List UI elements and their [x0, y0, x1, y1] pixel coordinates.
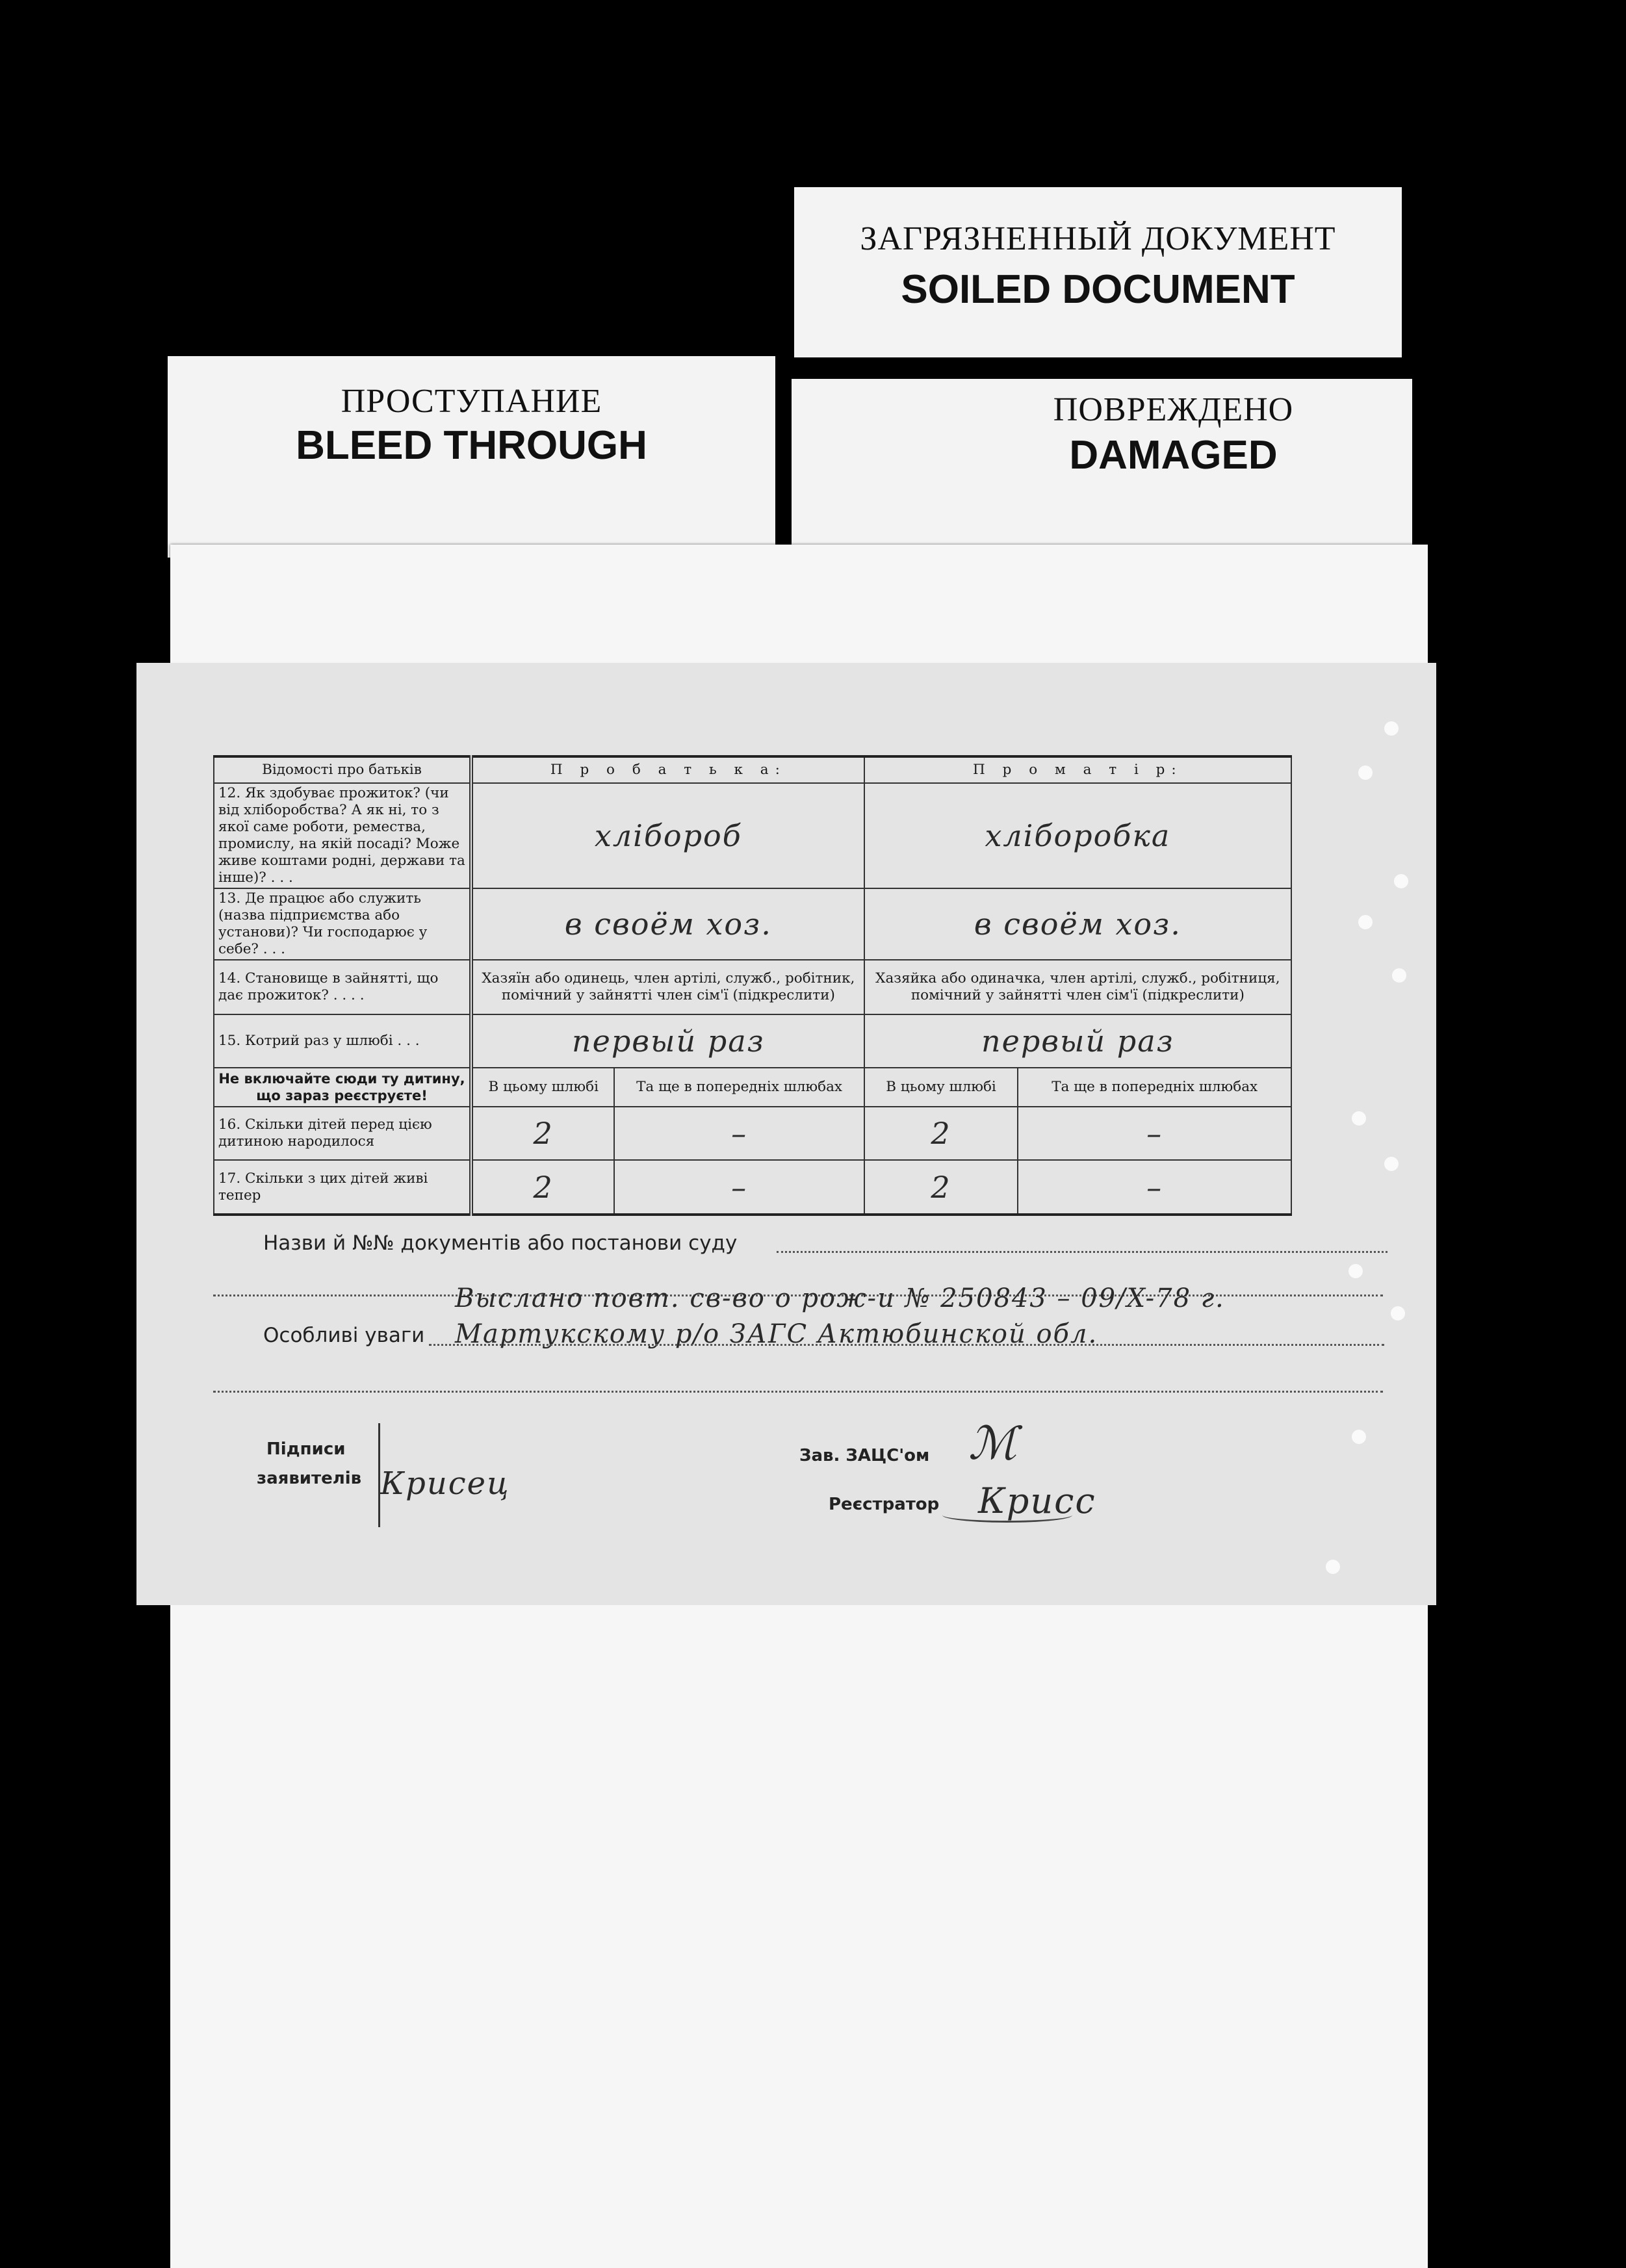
- subheader-mother-this: В цьому шлюбі: [864, 1068, 1018, 1107]
- q16-father-prev: –: [614, 1107, 864, 1160]
- table-row: [214, 1107, 1291, 1160]
- table-row: [214, 783, 1291, 888]
- header-parents-info: Відомості про батьків: [214, 756, 471, 783]
- q16-mother-this: 2: [864, 1107, 1018, 1160]
- bleed-tag-ru: ПРОСТУПАНИЕ: [341, 383, 602, 420]
- question-16: 16. Скільки дітей перед цією дитиною народилося: [214, 1107, 471, 1160]
- table-row: [214, 960, 1291, 1014]
- punch-hole: [1384, 1157, 1399, 1171]
- damaged-tag-ru: ПОВРЕЖДЕНО: [1053, 391, 1294, 428]
- signatures-label-2: заявителів: [257, 1469, 362, 1488]
- table-row: [214, 888, 1291, 960]
- punch-hole: [1358, 766, 1373, 780]
- damaged-tag: [792, 379, 1412, 551]
- punch-hole: [1358, 915, 1373, 929]
- table-row: [214, 1014, 1291, 1068]
- soiled-tag-ru: ЗАГРЯЗНЕННЫЙ ДОКУМЕНТ: [860, 220, 1336, 257]
- registrar-label: Реєстратор: [829, 1495, 940, 1514]
- zags-head-label: Зав. ЗАЦС'ом: [799, 1446, 930, 1465]
- punch-hole: [1391, 1306, 1405, 1321]
- q17-mother-this: 2: [864, 1160, 1018, 1215]
- bleed-tag-en: BLEED THROUGH: [296, 423, 647, 468]
- question-12: 12. Як здобуває прожиток? (чи від хліборобства? А як ні, то з якої саме роботи, ремества, промислу, на якій посаді? Може живе коштами родні, держави та інше)? . . .: [214, 783, 471, 888]
- mother-occupation: хліборобка: [864, 783, 1291, 888]
- punch-hole: [1326, 1560, 1340, 1574]
- damaged-tag-en: DAMAGED: [1069, 433, 1278, 478]
- mother-marriage-count: первый раз: [864, 1014, 1291, 1068]
- notes-line-1: Выслано повт. св-во о рож-и № 250843 – 09/X-78 г.: [455, 1283, 1225, 1313]
- signature-scrawl: [942, 1508, 1072, 1523]
- subheader-father-prev: Та ще в попередніх шлюбах: [614, 1068, 864, 1107]
- table-row: [214, 1160, 1291, 1215]
- q17-mother-prev: –: [1018, 1160, 1291, 1215]
- soiled-tag-en: SOILED DOCUMENT: [901, 267, 1295, 312]
- q17-father-this: 2: [471, 1160, 614, 1215]
- children-subheader-row: [214, 1068, 1291, 1107]
- father-marriage-count: первый раз: [471, 1014, 864, 1068]
- q16-father-this: 2: [471, 1107, 614, 1160]
- punch-hole: [1352, 1111, 1366, 1126]
- header-father: П р о б а т ь к а:: [471, 756, 864, 783]
- birth-record-form: [136, 663, 1436, 1605]
- notes-line-2: Мартукскому р/о ЗАГС Актюбинской обл.: [455, 1319, 1098, 1349]
- bleed-through-tag: [168, 356, 775, 558]
- soiled-document-tag: [794, 187, 1402, 357]
- question-14: 14. Становище в зайнятті, що дає прожиток? . . . .: [214, 960, 471, 1014]
- notes-line: [429, 1344, 1384, 1346]
- exclude-note: Не включайте сюди ту дитину, що зараз реєструєте!: [214, 1068, 471, 1107]
- mother-status: Хазяйка або одиначка, член артілі, служб., робітниця, помічний у зайнятті член сім'ї (підкреслити): [864, 960, 1291, 1014]
- mother-workplace: в своём хоз.: [864, 888, 1291, 960]
- subheader-mother-prev: Та ще в попередніх шлюбах: [1018, 1068, 1291, 1107]
- punch-hole: [1349, 1264, 1363, 1278]
- father-workplace: в своём хоз.: [471, 888, 864, 960]
- signatures-label-1: Підписи: [266, 1439, 346, 1459]
- punch-hole: [1392, 968, 1406, 983]
- zags-head-signature: ℳ: [968, 1417, 1018, 1470]
- documents-label: Назви й №№ документів або постанови суду: [263, 1231, 738, 1255]
- q17-father-prev: –: [614, 1160, 864, 1215]
- documents-line: [777, 1251, 1387, 1253]
- question-15: 15. Котрий раз у шлюбі . . .: [214, 1014, 471, 1068]
- punch-hole: [1394, 874, 1408, 888]
- notes-line-3: [213, 1391, 1383, 1393]
- table-header-row: [214, 756, 1291, 783]
- father-occupation: хлібороб: [471, 783, 864, 888]
- applicant-signature: Крисец: [380, 1465, 510, 1502]
- father-status: Хазяїн або одинець, член артілі, служб., робітник, помічний у зайнятті член сім'ї (підкреслити): [471, 960, 864, 1014]
- parents-info-table: [213, 755, 1292, 1216]
- question-13: 13. Де працює або служить (назва підприємства або установи)? Чи господарює у себе? . . .: [214, 888, 471, 960]
- header-mother: П р о м а т і р:: [864, 756, 1291, 783]
- punch-hole: [1352, 1430, 1366, 1444]
- punch-hole: [1384, 721, 1399, 736]
- special-notes-label: Особливі уваги: [263, 1324, 425, 1347]
- registrar-signature: Крисс: [978, 1480, 1096, 1521]
- q16-mother-prev: –: [1018, 1107, 1291, 1160]
- subheader-father-this: В цьому шлюбі: [471, 1068, 614, 1107]
- question-17: 17. Скільки з цих дітей живі тепер: [214, 1160, 471, 1215]
